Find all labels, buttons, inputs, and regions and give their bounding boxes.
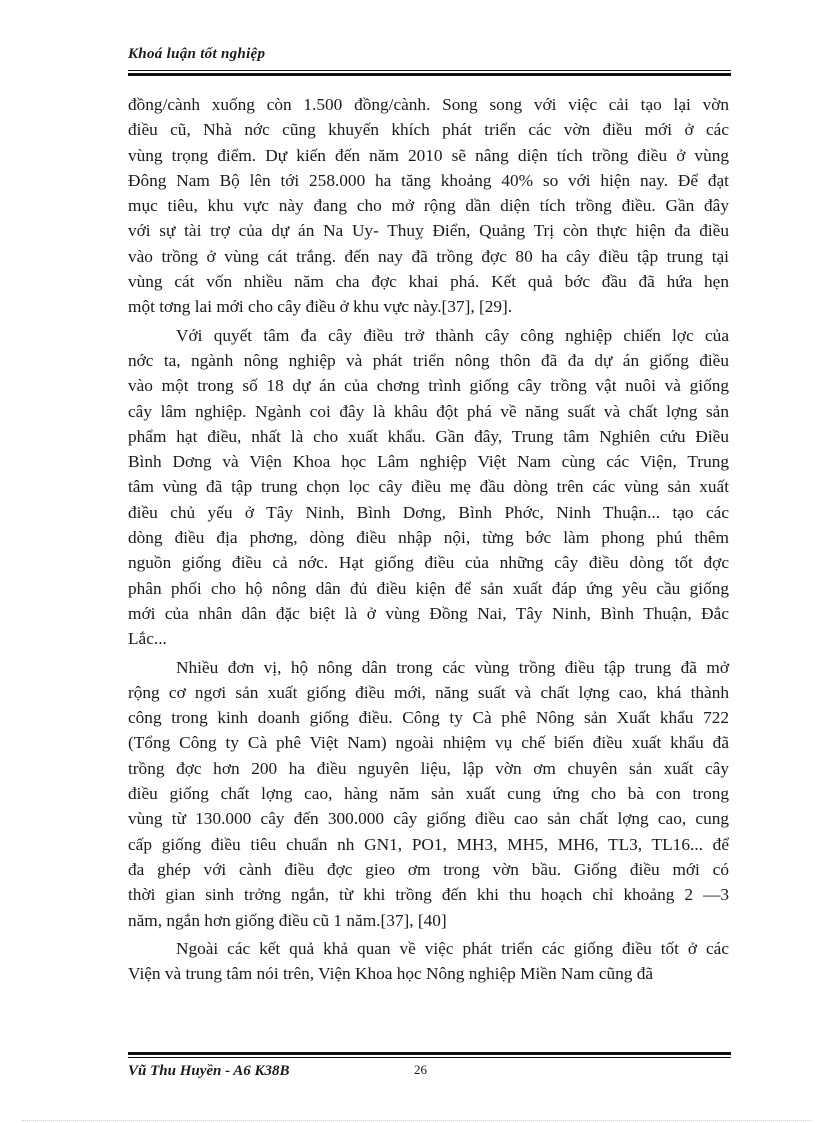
paragraph (128, 323, 729, 652)
text-line: nớc ta, ngành nông nghiệp và phát triển nông thôn đã đa dự án giống điều (128, 350, 729, 370)
text-line: phân phối cho hộ nông dân đủ điều kiện để sản xuất đáp ứng yêu cầu giống (128, 578, 729, 598)
text-line: vùng trọng điểm. Dự kiến đến năm 2010 sẽ nâng diện tích trồng điều ở vùng (128, 145, 729, 165)
text-line: công trong kinh doanh giống điều. Công ty Cà phê Nông sản Xuất khẩu 722 (128, 708, 729, 728)
footer-rule-thin (128, 1057, 731, 1058)
text-line: vùng từ 130.000 cây đến 300.000 cây giống điều cao sản chất lợng cao, cung (128, 809, 729, 829)
text-line: Với quyết tâm đa cây điều trở thành cây công nghiệp chiến lợc của (176, 325, 729, 345)
paragraph (128, 655, 729, 933)
text-line: với sự tài trợ của dự án Na Uy- Thuỵ Điển, Quảng Trị còn thực hiện đa điều (128, 221, 729, 241)
header-rule-thin (128, 70, 731, 71)
footer-author: Vũ Thu Huyền - A6 K38B (128, 1063, 290, 1079)
text-line: điều cũ, Nhà nớc cũng khuyến khích phát triển các vờn điều mới ở các (128, 120, 729, 140)
text-line: mới của nhân dân đặc biệt là ở vùng Đồng Nai, Tây Ninh, Bình Thuận, Đắc (128, 603, 729, 623)
header-title: Khoá luận tốt nghiệp (128, 46, 266, 62)
text-line: vùng cát vốn nhiều năm cha đợc khai phá. Kết quả bớc đầu đã hứa hẹn (128, 272, 729, 292)
page-bottom-dotted-line (22, 1120, 812, 1121)
text-line: Đông Nam Bộ lên tới 258.000 ha tăng khoảng 40% so với hiện nay. Để đạt (128, 170, 729, 190)
text-line: đồng/cành xuống còn 1.500 đồng/cành. Song song với việc cải tạo lại vờn (128, 95, 729, 114)
header-rule-thick (128, 73, 731, 76)
text-line: (Tổng Công ty Cà phê Việt Nam) ngoài nhiệm vụ chế biến điều xuất khẩu đã (128, 733, 729, 753)
text-line: mục tiêu, khu vực này đang cho mở rộng dần diện tích trồng điều. Gần đây (128, 196, 729, 216)
text-line: tâm vùng đã tập trung chọn lọc cây điều mẹ đầu dòng trên các vùng sản xuất (128, 477, 729, 497)
text-line: năm, ngắn hơn giống điều cũ 1 năm.[37], [40] (128, 910, 447, 930)
text-line: Viện và trung tâm nói trên, Viện Khoa học Nông nghiệp Miền Nam cũng đã (128, 964, 654, 984)
text-line: Ngoài các kết quả khả quan về việc phát triển các giống điều tốt ở các (176, 938, 729, 958)
text-line: điều chủ yếu ở Tây Ninh, Bình Dơng, Bình Phớc, Ninh Thuận... tạo các (128, 502, 729, 522)
footer-rule-thick (128, 1052, 731, 1055)
document-body (128, 92, 729, 989)
text-line: cây lâm nghiệp. Ngành coi đây là khâu đột phá về năng suất và chất lợng sản (128, 401, 729, 421)
text-line: dòng điều địa phơng, dòng điều nhập nội, từng bớc làm phong phú thêm (128, 528, 729, 548)
text-line: Bình Dơng và Viện Khoa học Lâm nghiệp Việt Nam cùng các Viện, Trung (128, 452, 729, 472)
text-line: điều giống chất lợng cao, hàng năm sản xuất cung ứng cho bà con trong (128, 784, 729, 804)
text-line: cấp giống điều tiêu chuẩn nh GN1, PO1, MH3, MH5, MH6, TL3, TL16... để (128, 834, 729, 854)
paragraph (128, 936, 729, 987)
text-line: phẩm hạt điều, nhất là cho xuất khẩu. Gần đây, Trung tâm Nghiên cứu Điều (128, 426, 729, 446)
text-line: vào một trong số 18 dự án của chơng trình giống cây trồng vật nuôi và giống (128, 376, 729, 396)
paragraph (128, 92, 729, 320)
text-line: nguồn giống điều cả nớc. Hạt giống điều của những cây điều dòng tốt đợc (128, 553, 729, 573)
text-line: thời gian sinh trởng ngắn, từ khi trồng đến khi thu hoạch chỉ khoảng 2 —3 (128, 885, 729, 905)
text-line: vào trồng ở vùng cát trắng. đến nay đã trồng đợc 80 ha cây điều tập trung tại (128, 246, 729, 266)
page-number: 26 (414, 1062, 427, 1077)
text-line: đa ghép với cành điều đợc gieo ơm trong vờn bầu. Giống điều mới có (128, 859, 729, 879)
text-line: trồng đợc hơn 200 ha điều nguyên liệu, lập vờn ơm chuyên sản xuất cây (128, 758, 729, 778)
text-line: một tơng lai mới cho cây điều ở khu vực này.[37], [29]. (128, 297, 513, 317)
text-line: rộng cơ ngơi sản xuất giống điều mới, năng suất và chất lợng cao, khá thành (128, 682, 729, 702)
text-line: Nhiều đơn vị, hộ nông dân trong các vùng trồng điều tập trung đã mở (176, 657, 729, 677)
text-line: Lắc... (128, 629, 167, 649)
